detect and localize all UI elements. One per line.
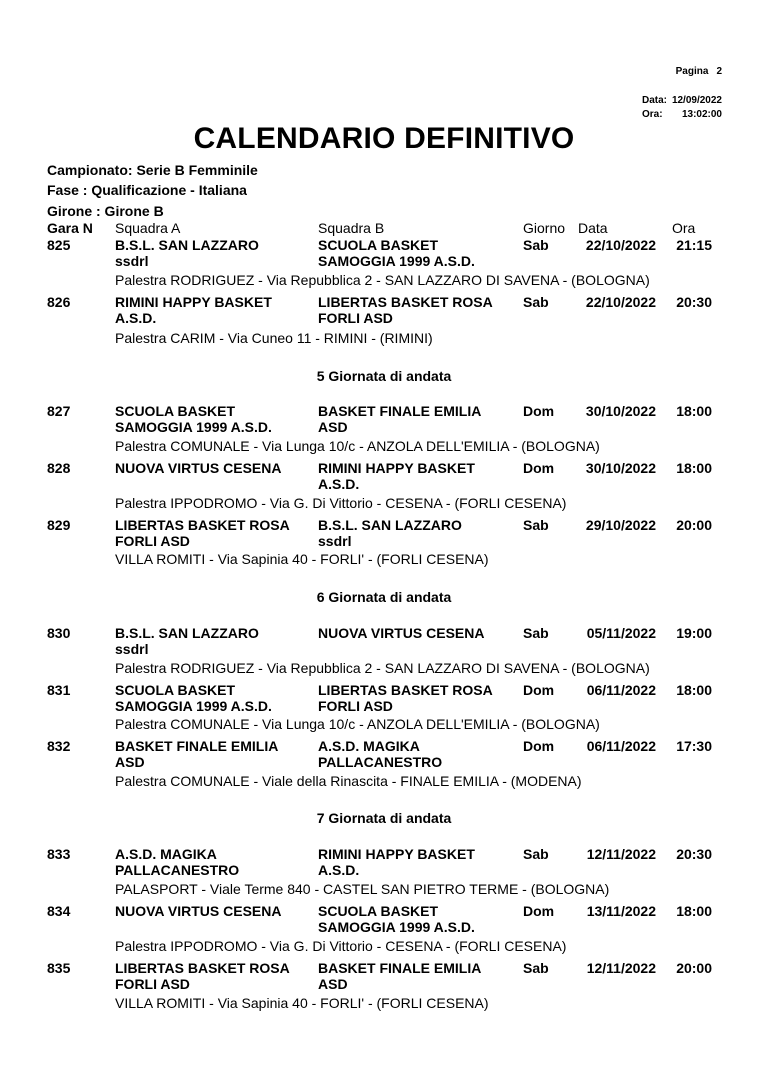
game-day: Sab xyxy=(523,846,549,862)
game-number: 833 xyxy=(47,846,71,862)
game-row xyxy=(0,294,768,364)
page-label: Pagina xyxy=(675,66,709,77)
game-time: 17:30 xyxy=(676,738,712,754)
team-b: LIBERTAS BASKET ROSA FORLI ASD xyxy=(318,682,493,714)
time-value: 13:02:00 xyxy=(681,109,722,120)
team-b: BASKET FINALE EMILIA ASD xyxy=(318,960,482,992)
game-venue: Palestra COMUNALE - Viale della Rinascita - FINALE EMILIA - (MODENA) xyxy=(115,773,582,789)
team-a: NUOVA VIRTUS CESENA xyxy=(115,460,282,476)
round-heading: 6 Giornata di andata xyxy=(316,589,452,605)
team-a: NUOVA VIRTUS CESENA xyxy=(115,903,282,919)
game-row xyxy=(0,738,768,808)
game-number: 825 xyxy=(47,237,71,253)
game-venue: Palestra RODRIGUEZ - Via Repubblica 2 - SAN LAZZARO DI SAVENA - (BOLOGNA) xyxy=(115,272,650,288)
team-a: A.S.D. MAGIKA PALLACANESTRO xyxy=(115,846,240,878)
game-day: Sab xyxy=(523,517,549,533)
game-time: 20:00 xyxy=(676,960,712,976)
team-a: B.S.L. SAN LAZZARO ssdrl xyxy=(115,237,259,269)
girone-label: Girone : Girone B xyxy=(47,203,164,219)
game-number: 828 xyxy=(47,460,71,476)
game-venue: Palestra IPPODROMO - Via G. Di Vittorio - CESENA - (FORLI CESENA) xyxy=(115,495,567,511)
game-date: 22/10/2022 xyxy=(585,237,656,253)
game-day: Sab xyxy=(523,294,549,310)
date-value: 12/09/2022 xyxy=(671,95,722,106)
team-b: LIBERTAS BASKET ROSA FORLI ASD xyxy=(318,294,493,326)
game-date: 06/11/2022 xyxy=(586,682,656,698)
game-day: Dom xyxy=(523,903,555,919)
game-venue: VILLA ROMITI - Via Sapinia 40 - FORLI' - (FORLI CESENA) xyxy=(115,995,489,1011)
team-b: NUOVA VIRTUS CESENA xyxy=(318,625,485,641)
team-a: SCUOLA BASKET SAMOGGIA 1999 A.S.D. xyxy=(115,403,272,435)
team-a: B.S.L. SAN LAZZARO ssdrl xyxy=(115,625,259,657)
team-b: SCUOLA BASKET SAMOGGIA 1999 A.S.D. xyxy=(318,903,475,935)
game-date: 12/11/2022 xyxy=(586,846,656,862)
col-gara: Gara N xyxy=(47,220,93,236)
game-number: 827 xyxy=(47,403,71,419)
game-date: 30/10/2022 xyxy=(585,460,656,476)
game-number: 832 xyxy=(47,738,71,754)
game-venue: Palestra RODRIGUEZ - Via Repubblica 2 - SAN LAZZARO DI SAVENA - (BOLOGNA) xyxy=(115,660,650,676)
team-a: LIBERTAS BASKET ROSA FORLI ASD xyxy=(115,517,290,549)
game-number: 826 xyxy=(47,294,71,310)
col-giorno: Giorno xyxy=(523,220,566,236)
col-squadra-b: Squadra B xyxy=(318,220,385,236)
column-headers xyxy=(0,220,768,236)
page-indicator xyxy=(676,66,722,77)
team-b: RIMINI HAPPY BASKET A.S.D. xyxy=(318,846,475,878)
time-label: Ora: xyxy=(642,109,663,120)
page-number: 2 xyxy=(716,66,722,77)
game-day: Dom xyxy=(523,460,555,476)
col-data: Data xyxy=(578,220,608,236)
game-date: 30/10/2022 xyxy=(585,403,656,419)
game-day: Dom xyxy=(523,403,555,419)
game-venue: PALASPORT - Viale Terme 840 - CASTEL SAN PIETRO TERME - (BOLOGNA) xyxy=(115,881,610,897)
game-day: Dom xyxy=(523,738,555,754)
team-b: SCUOLA BASKET SAMOGGIA 1999 A.S.D. xyxy=(318,237,475,269)
team-a: LIBERTAS BASKET ROSA FORLI ASD xyxy=(115,960,290,992)
campionato-label: Campionato: Serie B Femminile xyxy=(47,162,258,178)
fase-label: Fase : Qualificazione - Italiana xyxy=(47,182,247,198)
game-time: 20:00 xyxy=(676,517,712,533)
col-ora: Ora xyxy=(672,220,696,236)
game-day: Sab xyxy=(523,237,549,253)
game-venue: Palestra COMUNALE - Via Lunga 10/c - ANZOLA DELL'EMILIA - (BOLOGNA) xyxy=(115,716,600,732)
game-date: 05/11/2022 xyxy=(586,625,656,641)
game-day: Sab xyxy=(523,625,549,641)
game-time: 18:00 xyxy=(676,903,712,919)
team-a: RIMINI HAPPY BASKET A.S.D. xyxy=(115,294,272,326)
game-day: Sab xyxy=(523,960,549,976)
team-b: A.S.D. MAGIKA PALLACANESTRO xyxy=(318,738,443,770)
team-b: B.S.L. SAN LAZZARO ssdrl xyxy=(318,517,462,549)
game-date: 06/11/2022 xyxy=(586,738,656,754)
col-squadra-a: Squadra A xyxy=(115,220,181,236)
game-venue: Palestra IPPODROMO - Via G. Di Vittorio - CESENA - (FORLI CESENA) xyxy=(115,938,567,954)
game-time: 18:00 xyxy=(676,460,712,476)
game-time: 19:00 xyxy=(676,625,712,641)
game-number: 829 xyxy=(47,517,71,533)
game-time: 18:00 xyxy=(676,682,712,698)
game-venue: Palestra COMUNALE - Via Lunga 10/c - ANZOLA DELL'EMILIA - (BOLOGNA) xyxy=(115,438,600,454)
game-venue: Palestra CARIM - Via Cuneo 11 - RIMINI - (RIMINI) xyxy=(115,330,433,346)
team-a: SCUOLA BASKET SAMOGGIA 1999 A.S.D. xyxy=(115,682,272,714)
round-heading: 7 Giornata di andata xyxy=(316,810,452,826)
team-b: RIMINI HAPPY BASKET A.S.D. xyxy=(318,460,475,492)
game-time: 18:00 xyxy=(676,403,712,419)
team-b: BASKET FINALE EMILIA ASD xyxy=(318,403,482,435)
date-label: Data: xyxy=(642,95,668,106)
game-number: 830 xyxy=(47,625,71,641)
page-title: CALENDARIO DEFINITIVO xyxy=(193,122,575,155)
game-number: 831 xyxy=(47,682,71,698)
round-heading: 5 Giornata di andata xyxy=(316,368,452,384)
team-a: BASKET FINALE EMILIA ASD xyxy=(115,738,279,770)
game-number: 835 xyxy=(47,960,71,976)
game-time: 20:30 xyxy=(676,846,712,862)
game-day: Dom xyxy=(523,682,555,698)
game-date: 13/11/2022 xyxy=(586,903,656,919)
game-row xyxy=(0,960,768,1030)
game-row xyxy=(0,517,768,587)
game-time: 20:30 xyxy=(676,294,712,310)
game-date: 12/11/2022 xyxy=(586,960,656,976)
game-time: 21:15 xyxy=(676,237,712,253)
game-number: 834 xyxy=(47,903,71,919)
print-datetime xyxy=(642,94,722,122)
game-date: 29/10/2022 xyxy=(585,517,656,533)
game-venue: VILLA ROMITI - Via Sapinia 40 - FORLI' - (FORLI CESENA) xyxy=(115,551,489,567)
game-date: 22/10/2022 xyxy=(585,294,656,310)
